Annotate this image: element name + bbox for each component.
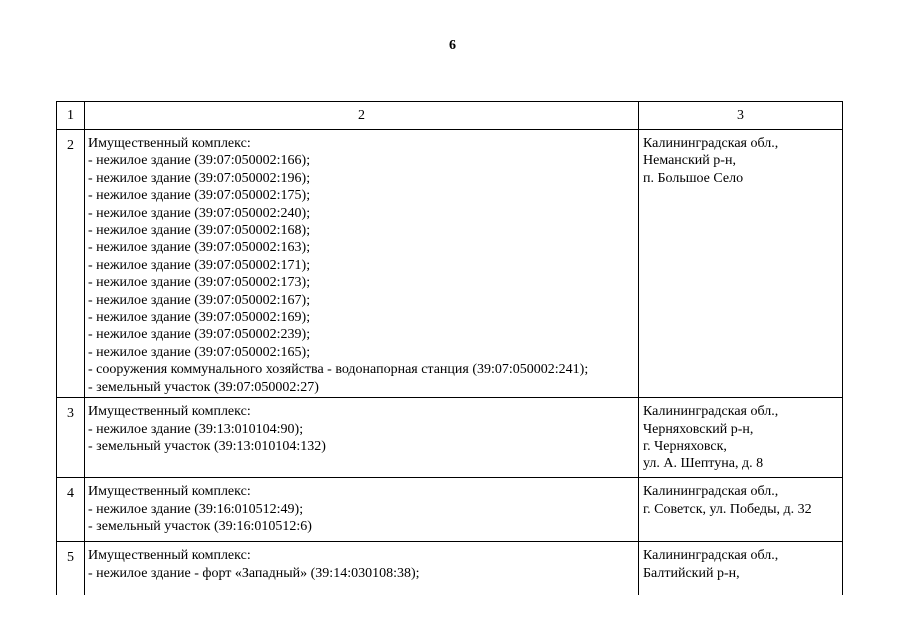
description-item: - нежилое здание (39:07:050002:239);	[88, 327, 311, 343]
description-item: - нежилое здание - форт «Западный» (39:14:030108:38);	[88, 565, 420, 581]
description-heading: Имущественный комплекс:	[88, 404, 251, 420]
header-cell-2: 2	[85, 102, 639, 130]
address-line: Калининградская обл.,	[643, 136, 779, 151]
row-number: 4	[57, 478, 85, 542]
description-item: - нежилое здание (39:13:010104:90);	[88, 421, 304, 437]
address-line: Калининградская обл.,	[643, 548, 779, 564]
description-item: - нежилое здание (39:07:050002:168);	[88, 223, 311, 239]
description-item: - нежилое здание (39:07:050002:167);	[88, 292, 311, 308]
address-line: п. Большое Село	[643, 170, 744, 186]
description-item: - нежилое здание (39:07:050002:169);	[88, 310, 311, 326]
description-item: - земельный участок (39:16:010512:6)	[88, 518, 312, 534]
description-item: - нежилое здание (39:07:050002:175);	[88, 188, 311, 204]
table-row	[57, 542, 843, 595]
address-line: г. Черняховск,	[643, 438, 727, 454]
description-item: - нежилое здание (39:07:050002:173);	[88, 275, 311, 291]
description-item: - нежилое здание (39:16:010512:49);	[88, 501, 304, 517]
property-address	[639, 130, 843, 398]
description-item: - нежилое здание (39:07:050002:166);	[88, 153, 311, 169]
property-description	[85, 130, 639, 398]
address-line: Калининградская обл.,	[643, 404, 779, 420]
address-line: Черняховский р-н,	[643, 421, 754, 437]
property-address	[639, 542, 843, 595]
row-number: 2	[57, 130, 85, 398]
table-header-row	[57, 102, 843, 130]
description-item: - земельный участок (39:07:050002:27)	[88, 379, 319, 395]
description-item: - нежилое здание (39:07:050002:240);	[88, 205, 311, 221]
description-heading: Имущественный комплекс:	[88, 484, 251, 500]
description-heading: Имущественный комплекс:	[88, 548, 251, 564]
description-item: - нежилое здание (39:07:050002:163);	[88, 240, 311, 256]
address-line: Калининградская обл.,	[643, 484, 779, 500]
property-address	[639, 478, 843, 542]
address-line: ул. А. Шептуна, д. 8	[643, 456, 764, 472]
property-address	[639, 398, 843, 478]
table-row	[57, 398, 843, 478]
property-description	[85, 398, 639, 478]
property-table	[56, 101, 843, 595]
description-item: - нежилое здание (39:07:050002:165);	[88, 344, 311, 360]
table-row	[57, 130, 843, 398]
description-item: - сооружения коммунального хозяйства - водонапорная станция (39:07:050002:241);	[88, 362, 589, 378]
row-number: 3	[57, 398, 85, 478]
header-cell-3: 3	[639, 102, 843, 130]
page-number: 6	[449, 38, 456, 53]
header-cell-1: 1	[57, 102, 85, 130]
row-number: 5	[57, 542, 85, 595]
description-item: - земельный участок (39:13:010104:132)	[88, 438, 326, 454]
property-description	[85, 542, 639, 595]
table-row	[57, 478, 843, 542]
description-heading: Имущественный комплекс:	[88, 136, 251, 151]
address-line: Неманский р-н,	[643, 153, 736, 169]
property-description	[85, 478, 639, 542]
description-item: - нежилое здание (39:07:050002:171);	[88, 257, 311, 273]
address-line: Балтийский р-н,	[643, 565, 740, 581]
address-line: г. Советск, ул. Победы, д. 32	[643, 501, 812, 517]
description-item: - нежилое здание (39:07:050002:196);	[88, 170, 311, 186]
